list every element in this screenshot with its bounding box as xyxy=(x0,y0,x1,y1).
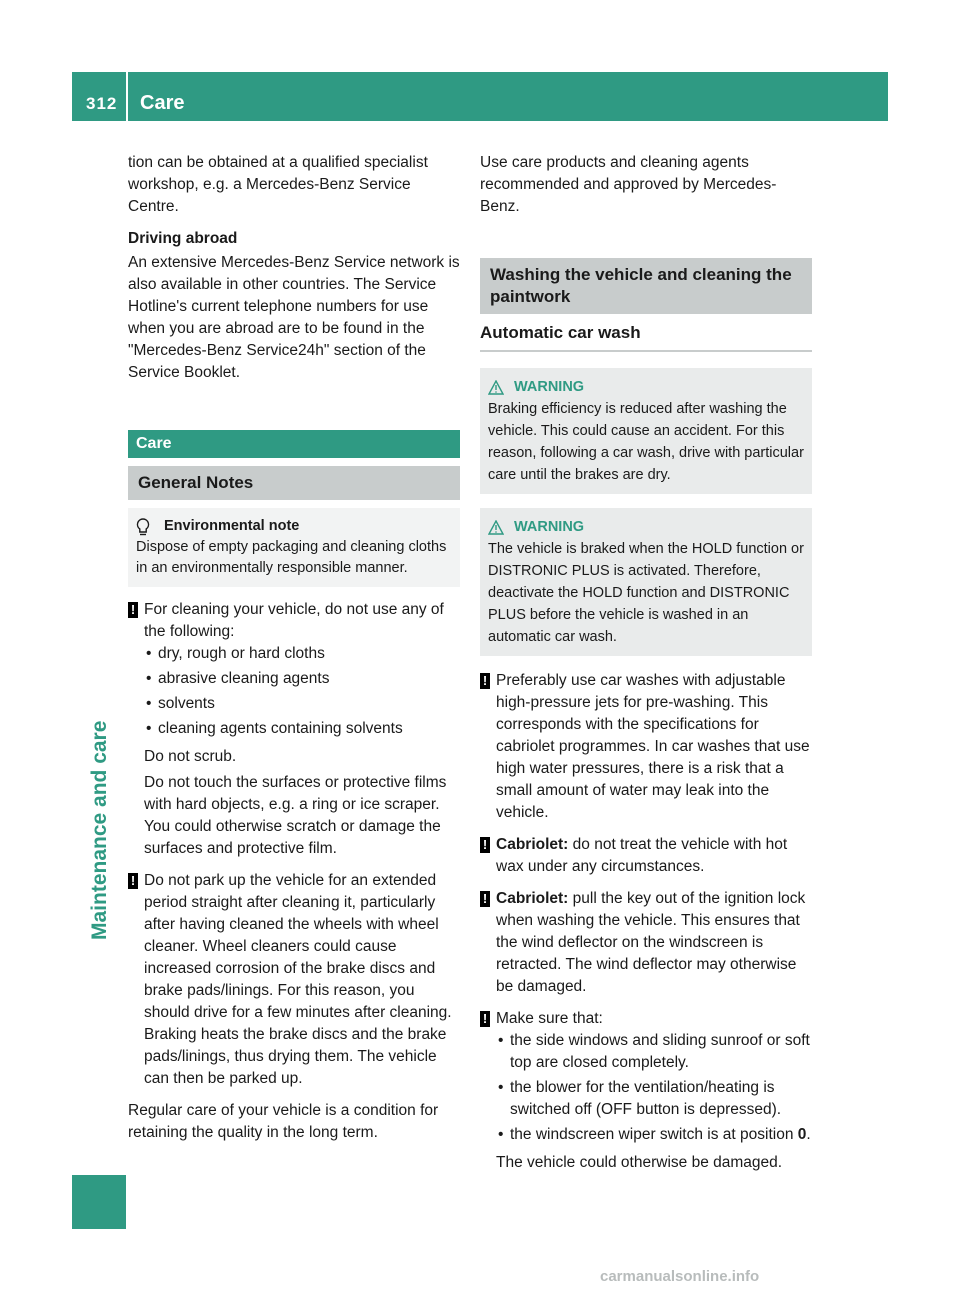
page-number: 312 xyxy=(86,94,118,113)
warning-title xyxy=(488,376,804,398)
left-column xyxy=(128,152,460,1154)
list-item: • dry, rough or hard cloths xyxy=(144,643,460,665)
cabriolet-label: Cabriolet: xyxy=(496,890,569,907)
caution-note xyxy=(128,599,460,860)
caution-note xyxy=(480,834,812,878)
right-column xyxy=(480,152,812,1184)
page-header xyxy=(72,72,888,121)
caution-note-text xyxy=(496,834,812,878)
side-tab-label: Maintenance and care xyxy=(88,720,111,940)
exclamation-icon: ! xyxy=(480,1011,490,1027)
general-notes-heading: General Notes xyxy=(128,466,460,500)
exclamation-icon: ! xyxy=(480,837,490,853)
exclamation-icon: ! xyxy=(128,873,138,889)
cabriolet-label: Cabriolet: xyxy=(496,836,569,853)
list-item: • the blower for the ventilation/heating is switched off (OFF button is depressed). xyxy=(496,1077,812,1121)
warning-triangle-icon xyxy=(488,520,504,535)
environmental-note-label: Environmental note xyxy=(164,518,300,534)
side-tab xyxy=(86,640,116,940)
warning-label: WARNING xyxy=(514,519,585,535)
caution-note-text: The vehicle could otherwise be damaged. xyxy=(496,1154,783,1171)
warning-box xyxy=(480,368,812,494)
caution-note xyxy=(480,670,812,824)
warning-text: The vehicle is braked when the HOLD function or DISTRONIC PLUS is activated. Therefore, deactivate the HOLD function and DISTRONIC PLUS before the vehicle is washed in an automatic car wash. xyxy=(488,541,804,645)
list-item-text: . xyxy=(806,1126,811,1143)
environmental-note-text: Dispose of empty packaging and cleaning cloths in an environmentally responsible manner. xyxy=(136,539,447,576)
environmental-note xyxy=(128,508,460,587)
warning-box xyxy=(480,508,812,656)
caution-note xyxy=(480,1008,812,1174)
warning-text: Braking efficiency is reduced after washing the vehicle. This could cause an accident. For this reason, following a car wash, drive with particular care until the brakes are dry. xyxy=(488,401,804,483)
caution-note-text xyxy=(496,888,812,998)
exclamation-icon: ! xyxy=(480,891,490,907)
closing-text: Regular care of your vehicle is a condition for retaining the quality in the long term. xyxy=(128,1102,439,1141)
lightbulb-icon xyxy=(136,518,150,536)
caution-note-text: Do not park up the vehicle for an extended period straight after cleaning it, particularly after having cleaned the wheels with wheel cleaner. Wheel cleaners could cause increased corrosion of the brake discs and brake pads/linings. For this reason, you should drive for a few minutes after cleaning. Braking heats the brake discs and the brake pads/linings, thus drying them. The vehicle can then be parked up. xyxy=(144,872,452,1087)
side-tab-marker xyxy=(72,1175,126,1229)
environmental-note-title xyxy=(136,516,452,537)
care-section-bar: Care xyxy=(128,430,460,458)
automatic-car-wash-heading: Automatic car wash xyxy=(480,322,812,352)
list-item: • cleaning agents containing solvents xyxy=(144,718,460,740)
intro-text: Use care products and cleaning agents recommended and approved by Mercedes-Benz. xyxy=(480,154,777,215)
driving-abroad-text: An extensive Mercedes-Benz Service network is also available in other countries. The Service Hotline's current telephone numbers for use when you are abroad are to be found in the "Mercedes-Benz Service24h" section of the Service Booklet. xyxy=(128,254,460,381)
list-item: • solvents xyxy=(144,693,460,715)
warning-triangle-icon xyxy=(488,380,504,395)
caution-note xyxy=(480,888,812,998)
washing-section-heading: Washing the vehicle and cleaning the paintwork xyxy=(480,258,812,314)
exclamation-icon: ! xyxy=(480,673,490,689)
driving-abroad-heading: Driving abroad xyxy=(128,230,238,247)
caution-note-text: For cleaning your vehicle, do not use any of the following: xyxy=(144,601,444,640)
exclamation-icon: ! xyxy=(128,602,138,618)
caution-note xyxy=(128,870,460,1090)
warning-label: WARNING xyxy=(514,379,585,395)
intro-text: tion can be obtained at a qualified specialist workshop, e.g. a Mercedes-Benz Service Centre. xyxy=(128,154,428,215)
warning-title xyxy=(488,516,804,538)
caution-note-text: Do not touch the surfaces or protective films with hard objects, e.g. a ring or ice scraper. You could otherwise scratch or damage the surfaces and protective film. xyxy=(144,774,447,857)
caution-note-text: Make sure that: xyxy=(496,1010,603,1027)
bullet-list xyxy=(144,643,460,740)
wiper-position-value: 0 xyxy=(797,1126,807,1143)
bullet-list xyxy=(496,1030,812,1146)
caution-note-body: pull the key out of the ignition lock when washing the vehicle. This ensures that the wind deflector on the windscreen is retracted. The wind deflector may otherwise be damaged. xyxy=(496,890,806,995)
list-item xyxy=(496,1124,812,1146)
header-divider xyxy=(126,72,128,121)
list-item-text: the windscreen wiper switch is at position xyxy=(510,1126,798,1143)
watermark: carmanualsonline.info xyxy=(600,1268,760,1285)
header-title: Care xyxy=(140,92,185,114)
caution-note-text: Do not scrub. xyxy=(144,748,237,765)
list-item: • abrasive cleaning agents xyxy=(144,668,460,690)
caution-note-body: do not treat the vehicle with hot wax under any circumstances. xyxy=(496,836,788,875)
caution-note-text: Preferably use car washes with adjustable high-pressure jets for pre-washing. This corresponds with the specifications for cabriolet programmes. In car washes that use high water pressures, there is a risk that a small amount of water may leak into the vehicle. xyxy=(496,672,810,821)
list-item: • the side windows and sliding sunroof or soft top are closed completely. xyxy=(496,1030,812,1074)
